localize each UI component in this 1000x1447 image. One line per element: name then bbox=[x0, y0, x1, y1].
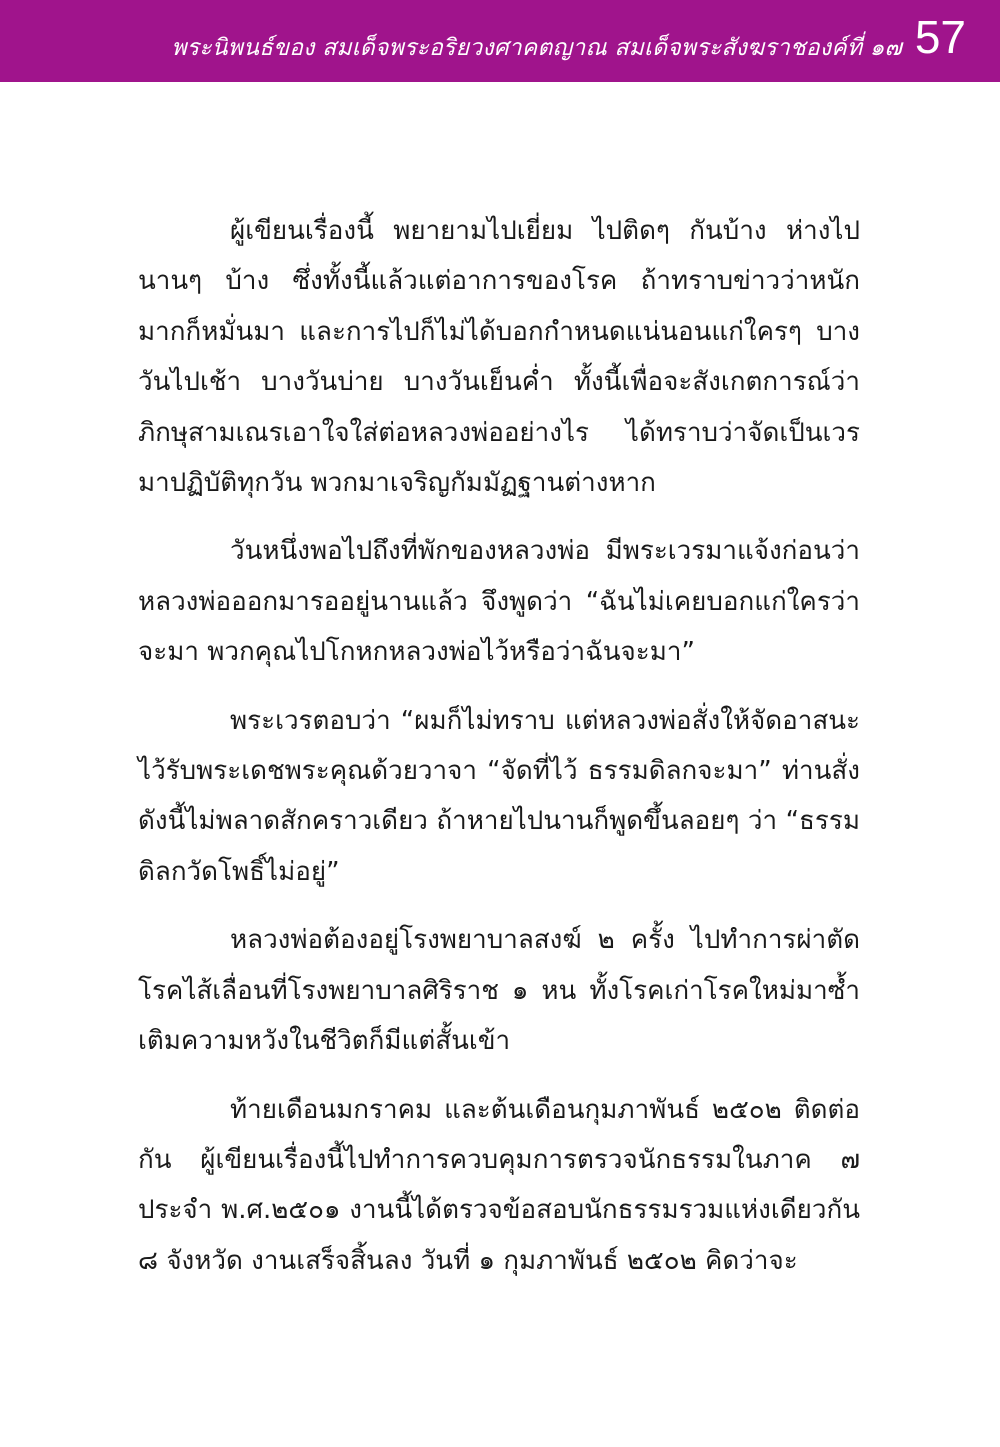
running-header-title: พระนิพนธ์ของ สมเด็จพระอริยวงศาคตญาณ สมเด็จพระสังฆราชองค์ที่ ๑๗ bbox=[171, 35, 902, 61]
paragraph: ผู้เขียนเรื่องนี้ พยายามไปเยี่ยม ไปติดๆ กันบ้าง ห่างไปนานๆ บ้าง ซึ่งทั้งนี้แล้วแต่อาการของโรค ถ้าทราบข่าวว่าหนักมากก็หมั่นมา และการไปก็ไม่ได้บอกกำหนดแน่นอนแก่ใครๆ บางวันไปเช้า บางวันบ่าย บางวันเย็นค่ำ ทั้งนี้เพื่อจะสังเกตการณ์ว่าภิกษุสามเณรเอาใจใส่ต่อหลวงพ่ออย่างไร ได้ทราบว่าจัดเป็นเวรมาปฏิบัติทุกวัน พวกมาเจริญกัมมัฏฐานต่างหาก bbox=[138, 216, 860, 499]
paragraph: พระเวรตอบว่า “ผมก็ไม่ทราบ แต่หลวงพ่อสั่งให้จัดอาสนะไว้รับพระเดชพระคุณด้วยวาจา “จัดที่ไว้ ธรรมดิลกจะมา” ท่านสั่งดังนี้ไม่พลาดสักคราวเดียว ถ้าหายไปนานก็พูดขึ้นลอยๆ ว่า “ธรรมดิลกวัดโพธิ์ไม่อยู่” bbox=[138, 705, 860, 887]
body-text bbox=[138, 206, 860, 1304]
paragraph: หลวงพ่อต้องอยู่โรงพยาบาลสงฆ์ ๒ ครั้ง ไปทำการผ่าตัดโรคไส้เลื่อนที่โรงพยาบาลศิริราช ๑ หน ทั้งโรคเก่าโรคใหม่มาซ้ำเติมความหวังในชีวิตก็มีแต่สั้นเข้า bbox=[138, 925, 860, 1057]
paragraph: ท้ายเดือนมกราคม และต้นเดือนกุมภาพันธ์ ๒๕๐๒ ติดต่อกัน ผู้เขียนเรื่องนี้ไปทำการควบคุมการตรวจนักธรรมในภาค ๗ ประจำ พ.ศ.๒๕๐๑ งานนี้ได้ตรวจข้อสอบนักธรรมรวมแห่งเดียวกัน ๘ จังหวัด งานเสร็จสิ้นลง วันที่ ๑ กุมภาพันธ์ ๒๕๐๒ คิดว่าจะ bbox=[138, 1094, 860, 1276]
paragraph: วันหนึ่งพอไปถึงที่พักของหลวงพ่อ มีพระเวรมาแจ้งก่อนว่าหลวงพ่อออกมารออยู่นานแล้ว จึงพูดว่า “ฉันไม่เคยบอกแก่ใครว่าจะมา พวกคุณไปโกหกหลวงพ่อไว้หรือว่าฉันจะมา” bbox=[138, 536, 860, 668]
header-bar bbox=[0, 0, 1000, 82]
page-number: 57 bbox=[914, 11, 966, 63]
